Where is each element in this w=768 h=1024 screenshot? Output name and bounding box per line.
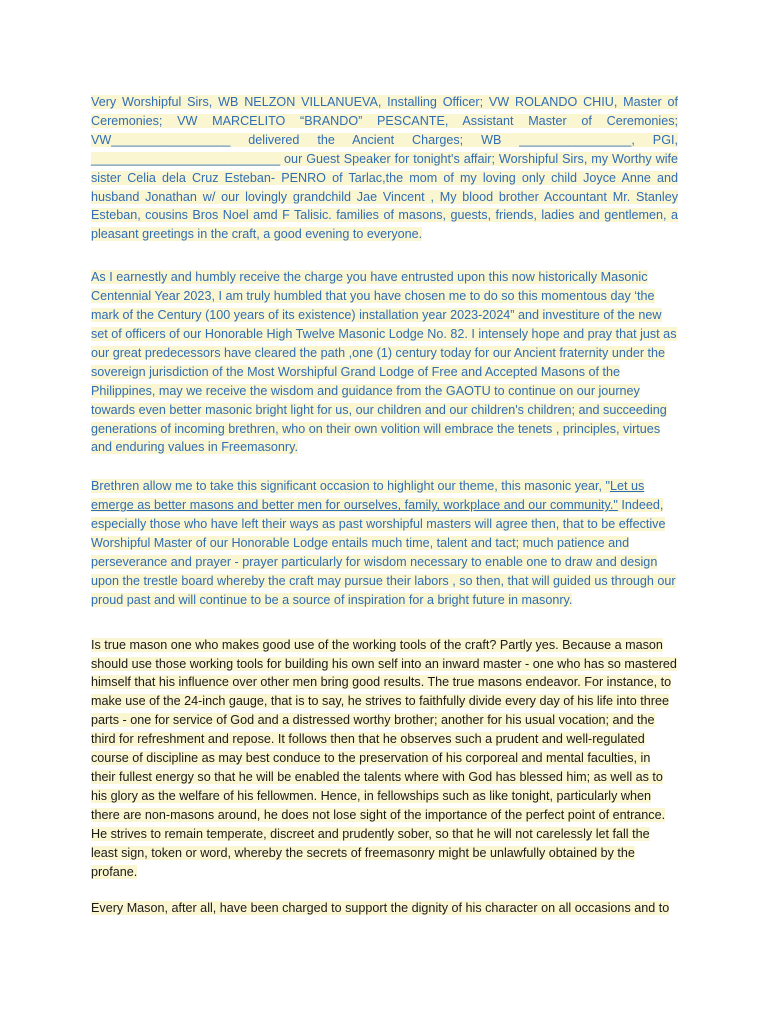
greeting-paragraph [91, 93, 678, 244]
centennial-paragraph [91, 268, 678, 457]
true-mason-paragraph [91, 636, 678, 882]
true-mason-text: Is true mason one who makes good use of the working tools of the craft? Partly yes. Because a mason should use those working tools for building his own self into an inward master - one who has so mastered himself that his influence over other men bring good results. The true masons endeavor. For instance, to make use of the 24-inch gauge, that is to say, he strives to faithfully divide every day of his life into three parts - one for service of God and a distressed worthy brother; another for his usual vocation; and the third for refreshment and repose. It follows then that he observes such a prudent and well-regulated course of discipline as may best conduce to the preservation of his corporeal and mental faculties, in their fullest energy so that he will be enabled the talents where with God has blessed him; as well as to his glory as the welfare of his fellowmen. Hence, in fellowships such as like tonight, particularly when there are non-masons around, he does not lose sight of the importance of the perfect point of entrance. He strives to remain temperate, discreet and prudently sober, so that he will not carelessly let fall the least sign, token or word, whereby the secrets of freemasonry might be unlawfully obtained by the profane. [91, 637, 677, 879]
every-mason-text: Every Mason, after all, have been charged to support the dignity of his character on all occasions and to [91, 901, 670, 916]
centennial-text: As I earnestly and humbly receive the charge you have entrusted upon this now historically Masonic Centennial Year 2023, I am truly humbled that you have chosen me to do so this momentous day ‘the mark of the Century (100 years of its existence) installation year 2023-2024” and investiture of the new set of officers of our Honorable High Twelve Masonic Lodge No. 82. I intensely hope and pray that just as our great predecessors have cleared the path ,one (1) century today for our Ancient fraternity under the sovereign jurisdiction of the Most Worshipful Grand Lodge of Free and Accepted Masons of the Philippines, may we receive the wisdom and guidance from the GAOTU to continue on our journey towards even better masonic bright light for us, our children and our children's children; and succeeding generations of incoming brethren, who on their own volition will embrace the tenets , principles, virtues and enduring values in Freemasonry. [91, 270, 677, 455]
theme-intro-text: Brethren allow me to take this significant occasion to highlight our theme, this masonic year, " [91, 479, 610, 494]
greeting-text: Very Worshipful Sirs, WB NELZON VILLANUEVA, Installing Officer; VW ROLANDO CHIU, Master of Ceremonies; VW MARCELITO “BRANDO” PESCANTE, Assistant Master of Ceremonies; VW_________________ delivered the Ancient Charges; WB ________________, PGI, ___________________________ our Guest Speaker for tonight's affair; Worshipful Sirs, my Worthy wife sister Celia dela Cruz Esteban- PENRO of Tarlac,the mom of my loving only child Joyce Anne and husband Jonathan w/ our lovingly grandchild Jae Vincent , My blood brother Accountant Mr. Stanley Esteban, cousins Bros Noel amd F Talisic. families of masons, guests, friends, ladies and gentlemen, a pleasant greetings in the craft, a good evening to everyone. [91, 95, 678, 242]
theme-paragraph [91, 477, 678, 609]
theme-body-text: Indeed, especially those who have left their ways as past worshipful masters will agree then, that to be effective Worshipful Master of our Honorable Lodge entails much time, talent and tact; much patience and perseverance and prayer - prayer particularly for wisdom necessary to enable one to draw and design upon the trestle board whereby the craft may pursue their labors , so then, that will guided us through our proud past and will continue to be a source of inspiration for a bright future in masonry. [91, 498, 676, 607]
theme-link[interactable]: Let us emerge as better masons and better men for ourselves, family, workplace and our community." [91, 479, 645, 513]
every-mason-paragraph [91, 899, 678, 918]
